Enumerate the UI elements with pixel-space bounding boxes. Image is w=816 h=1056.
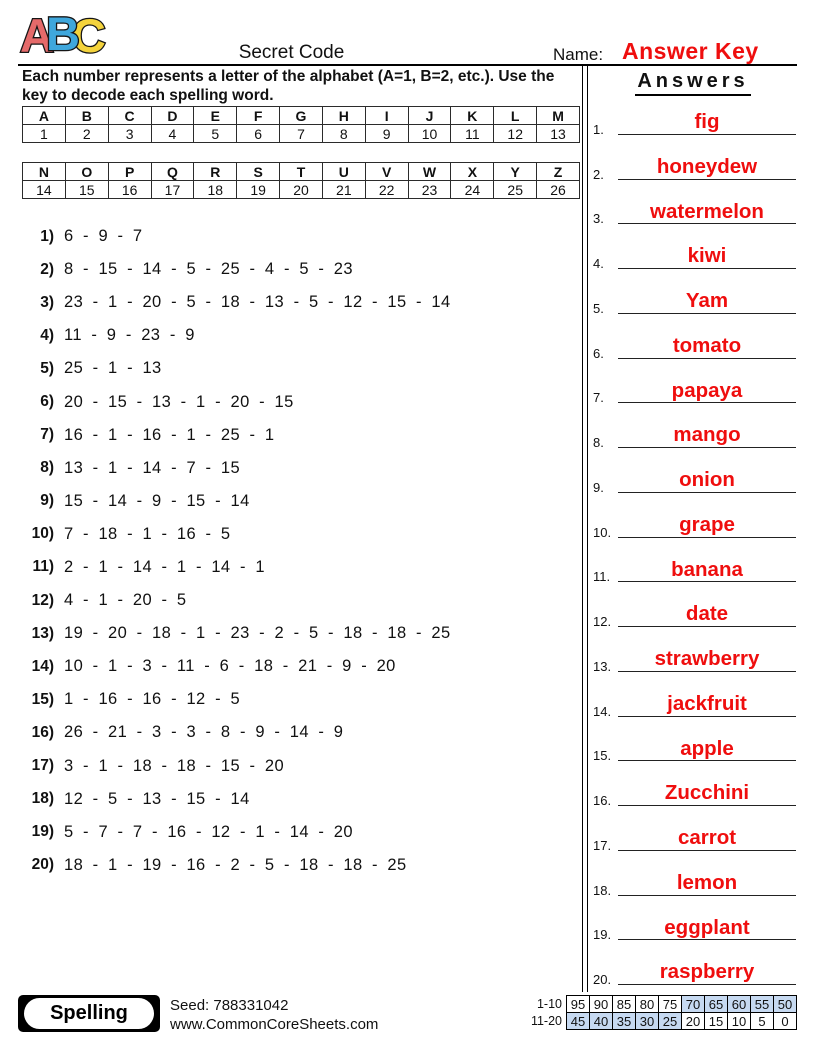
answer-item xyxy=(590,677,797,722)
website-text: www.CommonCoreSheets.com xyxy=(170,1016,379,1033)
answers-heading: Answers xyxy=(635,70,750,96)
answer-word: fig xyxy=(694,110,720,134)
answer-number: 6. xyxy=(593,345,604,361)
question-number: 17) xyxy=(31,757,54,775)
key-letter-cell: W xyxy=(408,163,451,181)
answer-blank-line xyxy=(618,156,796,180)
answer-word: papaya xyxy=(671,378,743,402)
answer-word: raspberry xyxy=(659,960,755,984)
question-row xyxy=(22,419,578,452)
answer-number: 15. xyxy=(593,748,612,764)
question-row xyxy=(22,253,578,286)
key-letter-cell: G xyxy=(280,107,323,125)
answer-blank-line xyxy=(618,424,796,448)
key-number-cell: 4 xyxy=(151,125,194,143)
answer-blank-line xyxy=(618,872,796,896)
question-row xyxy=(22,716,578,749)
answer-blank-line xyxy=(618,648,796,672)
key-letter-cell: M xyxy=(537,107,580,125)
key-number-cell: 22 xyxy=(365,181,408,199)
question-number: 5) xyxy=(40,359,54,377)
question-code: 18 - 1 - 19 - 16 - 2 - 5 - 18 - 18 - 25 xyxy=(64,855,407,874)
question-row xyxy=(22,849,578,882)
score-cell: 40 xyxy=(590,1013,613,1030)
answer-number: 20. xyxy=(593,972,612,987)
key-number-cell: 18 xyxy=(194,181,237,199)
question-code: 23 - 1 - 20 - 5 - 18 - 13 - 5 - 12 - 15 - 14 xyxy=(64,293,451,312)
key-letter-cell: V xyxy=(365,163,408,181)
key-letter-cell: H xyxy=(322,107,365,125)
question-code: 10 - 1 - 3 - 11 - 6 - 18 - 21 - 9 - 20 xyxy=(64,657,396,676)
score-cell: 5 xyxy=(751,1013,774,1030)
score-cell: 85 xyxy=(613,996,636,1013)
question-number: 1) xyxy=(40,227,54,245)
column-separator xyxy=(582,66,588,992)
question-number: 2) xyxy=(40,260,54,278)
question-row xyxy=(22,551,578,584)
logo-letter-b: B xyxy=(45,7,80,60)
key-letter-cell: C xyxy=(108,107,151,125)
question-number: 11) xyxy=(32,558,54,576)
answer-item xyxy=(590,274,797,319)
answer-blank-line xyxy=(618,782,796,806)
answer-number: 4. xyxy=(593,256,604,271)
answer-word: lemon xyxy=(676,870,738,894)
question-code: 15 - 14 - 9 - 15 - 14 xyxy=(64,491,250,510)
footer-meta xyxy=(170,996,378,1034)
score-cell: 65 xyxy=(705,996,728,1013)
key-number-cell: 2 xyxy=(65,125,108,143)
answer-word: jackfruit xyxy=(667,691,747,715)
answer-blank-line xyxy=(618,559,796,583)
key-number-cell: 9 xyxy=(365,125,408,143)
answer-blank-line xyxy=(618,738,796,762)
score-cell: 30 xyxy=(636,1013,659,1030)
answer-item xyxy=(590,632,797,677)
answer-blank-line xyxy=(618,335,796,359)
name-label: Name: xyxy=(553,45,604,64)
score-grid xyxy=(531,995,797,1030)
answer-word: eggplant xyxy=(664,915,750,939)
key-number-cell: 8 xyxy=(322,125,365,143)
question-row xyxy=(22,452,578,485)
score-cell: 70 xyxy=(682,996,705,1013)
seed-text: Seed: 788331042 xyxy=(170,997,289,1014)
answer-item xyxy=(590,945,797,990)
question-number: 15) xyxy=(31,690,54,708)
answer-number: 13. xyxy=(593,658,612,674)
key-letter-cell: X xyxy=(451,163,494,181)
key-letter-cell: B xyxy=(65,107,108,125)
key-letter-cell: N xyxy=(23,163,66,181)
key-number-cell: 16 xyxy=(108,181,151,199)
key-number-cell: 20 xyxy=(280,181,323,199)
key-number-cell: 5 xyxy=(194,125,237,143)
answer-number: 2. xyxy=(593,166,604,182)
key-number-cell: 14 xyxy=(23,181,66,199)
score-cell: 20 xyxy=(682,1013,705,1030)
question-code: 25 - 1 - 13 xyxy=(64,359,162,378)
answer-number: 11. xyxy=(593,569,611,585)
answer-item xyxy=(590,901,797,946)
question-number: 8) xyxy=(40,459,54,477)
answer-word: carrot xyxy=(677,826,737,850)
answer-blank-line xyxy=(618,827,796,851)
key-letters-row xyxy=(23,107,580,125)
key-letter-cell: S xyxy=(237,163,280,181)
worksheet-type-badge xyxy=(18,995,160,1032)
question-code: 11 - 9 - 23 - 9 xyxy=(64,326,195,345)
question-number: 10) xyxy=(31,525,54,543)
answer-item xyxy=(590,229,797,274)
key-number-cell: 13 xyxy=(537,125,580,143)
question-row xyxy=(22,816,578,849)
answer-word: kiwi xyxy=(687,244,727,268)
key-numbers-row xyxy=(23,125,580,143)
answer-number: 1. xyxy=(593,121,604,137)
question-code: 3 - 1 - 18 - 18 - 15 - 20 xyxy=(64,756,285,775)
question-row xyxy=(22,220,578,253)
score-cell: 75 xyxy=(659,996,682,1013)
key-number-cell: 7 xyxy=(280,125,323,143)
key-number-cell: 11 xyxy=(451,125,494,143)
question-row xyxy=(22,683,578,716)
question-number: 9) xyxy=(40,492,54,510)
score-cell: 10 xyxy=(728,1013,751,1030)
score-cell: 45 xyxy=(567,1013,590,1030)
answer-word: grape xyxy=(679,512,735,536)
answer-word: onion xyxy=(679,468,735,492)
answer-number: 19. xyxy=(593,927,612,943)
question-code: 2 - 1 - 14 - 1 - 14 - 1 xyxy=(64,557,265,576)
answer-blank-line xyxy=(618,380,796,404)
answer-item xyxy=(590,408,797,453)
question-number: 18) xyxy=(31,790,54,808)
abc-logo xyxy=(20,7,106,62)
key-letter-cell: J xyxy=(408,107,451,125)
answer-item xyxy=(590,587,797,632)
score-range-label: 1-10 xyxy=(536,997,562,1012)
question-code: 20 - 15 - 13 - 1 - 20 - 15 xyxy=(64,392,294,411)
score-range-label: 11-20 xyxy=(530,1014,562,1029)
question-row xyxy=(22,750,578,783)
logo-letter-a: A xyxy=(20,9,54,62)
score-row xyxy=(531,996,797,1013)
answer-number: 12. xyxy=(593,614,612,629)
key-letter-cell: P xyxy=(108,163,151,181)
question-code: 5 - 7 - 7 - 16 - 12 - 1 - 14 - 20 xyxy=(64,822,353,841)
score-cell: 35 xyxy=(613,1013,636,1030)
question-row xyxy=(22,584,578,617)
question-row xyxy=(22,650,578,683)
score-cell: 15 xyxy=(705,1013,728,1030)
answer-number: 16. xyxy=(593,793,612,808)
question-number: 14) xyxy=(31,657,54,675)
key-letter-cell: O xyxy=(65,163,108,181)
question-code: 7 - 18 - 1 - 16 - 5 xyxy=(64,524,231,543)
key-number-cell: 12 xyxy=(494,125,537,143)
score-grid-wrap xyxy=(531,995,797,1030)
answer-number: 18. xyxy=(593,882,612,898)
score-row xyxy=(531,1013,797,1030)
key-number-cell: 25 xyxy=(494,181,537,199)
question-number: 16) xyxy=(31,723,54,741)
score-cell: 55 xyxy=(751,996,774,1013)
answer-number: 10. xyxy=(593,524,612,540)
key-number-cell: 24 xyxy=(451,181,494,199)
key-letter-cell: D xyxy=(151,107,194,125)
key-number-cell: 23 xyxy=(408,181,451,199)
question-row xyxy=(22,518,578,551)
answer-word: date xyxy=(685,602,729,626)
answer-item xyxy=(590,140,797,185)
answer-blank-line xyxy=(618,693,796,717)
question-code: 4 - 1 - 20 - 5 xyxy=(64,591,187,610)
answer-word: mango xyxy=(673,423,741,447)
answer-item xyxy=(590,766,797,811)
question-number: 6) xyxy=(40,393,54,411)
question-number: 19) xyxy=(31,823,54,841)
key-number-cell: 21 xyxy=(322,181,365,199)
key-number-cell: 10 xyxy=(408,125,451,143)
answer-word: honeydew xyxy=(656,154,758,178)
score-cell: 60 xyxy=(728,996,751,1013)
key-number-cell: 17 xyxy=(151,181,194,199)
answer-blank-line xyxy=(618,290,796,314)
key-number-cell: 3 xyxy=(108,125,151,143)
answer-blank-line xyxy=(618,201,796,225)
answer-blank-line xyxy=(618,245,796,269)
question-code: 12 - 5 - 13 - 15 - 14 xyxy=(64,789,250,808)
question-code: 6 - 9 - 7 xyxy=(64,227,143,246)
key-letter-cell: A xyxy=(23,107,66,125)
key-letter-cell: R xyxy=(194,163,237,181)
key-numbers-row xyxy=(23,181,580,199)
key-number-cell: 26 xyxy=(537,181,580,199)
answer-number: 3. xyxy=(593,211,604,227)
question-row xyxy=(22,485,578,518)
question-number: 13) xyxy=(31,624,54,642)
question-number: 7) xyxy=(40,426,54,444)
score-cell: 50 xyxy=(774,996,797,1013)
answer-item xyxy=(590,543,797,588)
answer-number: 5. xyxy=(593,300,604,316)
key-letters-row xyxy=(23,163,580,181)
key-letter-cell: U xyxy=(322,163,365,181)
question-number: 3) xyxy=(40,293,54,311)
answer-item xyxy=(590,856,797,901)
answer-word: apple xyxy=(680,736,734,760)
answer-item xyxy=(590,319,797,364)
answer-item xyxy=(590,722,797,767)
score-cell: 25 xyxy=(659,1013,682,1030)
answer-number: 8. xyxy=(593,435,604,450)
answer-item xyxy=(590,811,797,856)
answer-word: banana xyxy=(671,557,743,581)
answer-item xyxy=(590,364,797,409)
question-code: 16 - 1 - 16 - 1 - 25 - 1 xyxy=(64,425,275,444)
question-number: 12) xyxy=(31,591,54,609)
answer-word: Yam xyxy=(685,289,729,313)
key-number-cell: 15 xyxy=(65,181,108,199)
question-number: 20) xyxy=(31,856,54,874)
answer-number: 14. xyxy=(593,703,612,719)
score-cell: 95 xyxy=(567,996,590,1013)
key-number-cell: 6 xyxy=(237,125,280,143)
answer-blank-line xyxy=(618,961,796,985)
answer-number: 9. xyxy=(593,479,604,495)
score-cell: 80 xyxy=(636,996,659,1013)
key-table-1 xyxy=(22,162,580,199)
question-list xyxy=(22,220,578,882)
question-row xyxy=(22,783,578,816)
answer-item xyxy=(590,453,797,498)
key-letter-cell: E xyxy=(194,107,237,125)
answer-blank-line xyxy=(618,917,796,941)
answer-word: strawberry xyxy=(654,647,760,671)
answer-list xyxy=(590,95,797,990)
key-letter-cell: I xyxy=(365,107,408,125)
key-letter-cell: Q xyxy=(151,163,194,181)
answers-heading-wrap xyxy=(590,70,796,96)
key-letter-cell: Z xyxy=(537,163,580,181)
question-code: 8 - 15 - 14 - 5 - 25 - 4 - 5 - 23 xyxy=(64,260,353,279)
key-table-0 xyxy=(22,106,580,143)
answer-number: 17. xyxy=(593,837,612,853)
answer-word: Zucchini xyxy=(664,781,750,805)
answer-blank-line xyxy=(618,111,796,135)
question-code: 1 - 16 - 16 - 12 - 5 xyxy=(64,690,241,709)
answer-number: 7. xyxy=(593,390,604,406)
answer-word: watermelon xyxy=(650,199,764,223)
header-divider xyxy=(18,64,797,66)
answer-word: tomato xyxy=(672,333,742,357)
score-cell: 0 xyxy=(774,1013,797,1030)
answer-key-label: Answer Key xyxy=(622,38,759,64)
key-number-cell: 19 xyxy=(237,181,280,199)
answer-item xyxy=(590,185,797,230)
question-row xyxy=(22,319,578,352)
key-letter-cell: T xyxy=(280,163,323,181)
answer-blank-line xyxy=(618,469,796,493)
question-code: 19 - 20 - 18 - 1 - 23 - 2 - 5 - 18 - 18 - 25 xyxy=(64,624,451,643)
answer-item xyxy=(590,95,797,140)
question-row xyxy=(22,286,578,319)
question-code: 13 - 1 - 14 - 7 - 15 xyxy=(64,458,241,477)
key-number-cell: 1 xyxy=(23,125,66,143)
key-letter-cell: L xyxy=(494,107,537,125)
key-letter-cell: F xyxy=(237,107,280,125)
answer-blank-line xyxy=(618,514,796,538)
question-row xyxy=(22,385,578,418)
answer-item xyxy=(590,498,797,543)
question-row xyxy=(22,352,578,385)
question-row xyxy=(22,617,578,650)
instructions-text: Each number represents a letter of the alphabet (A=1, B=2, etc.). Use the key to decode each spelling word. xyxy=(22,68,555,104)
logo-letter-c: C xyxy=(71,9,106,62)
worksheet-type-label: Spelling xyxy=(24,998,154,1029)
answer-blank-line xyxy=(618,603,796,627)
question-code: 26 - 21 - 3 - 3 - 8 - 9 - 14 - 9 xyxy=(64,723,344,742)
page-title: Secret Code xyxy=(238,42,345,63)
score-cell: 90 xyxy=(590,996,613,1013)
question-number: 4) xyxy=(40,326,54,344)
key-letter-cell: K xyxy=(451,107,494,125)
key-letter-cell: Y xyxy=(494,163,537,181)
